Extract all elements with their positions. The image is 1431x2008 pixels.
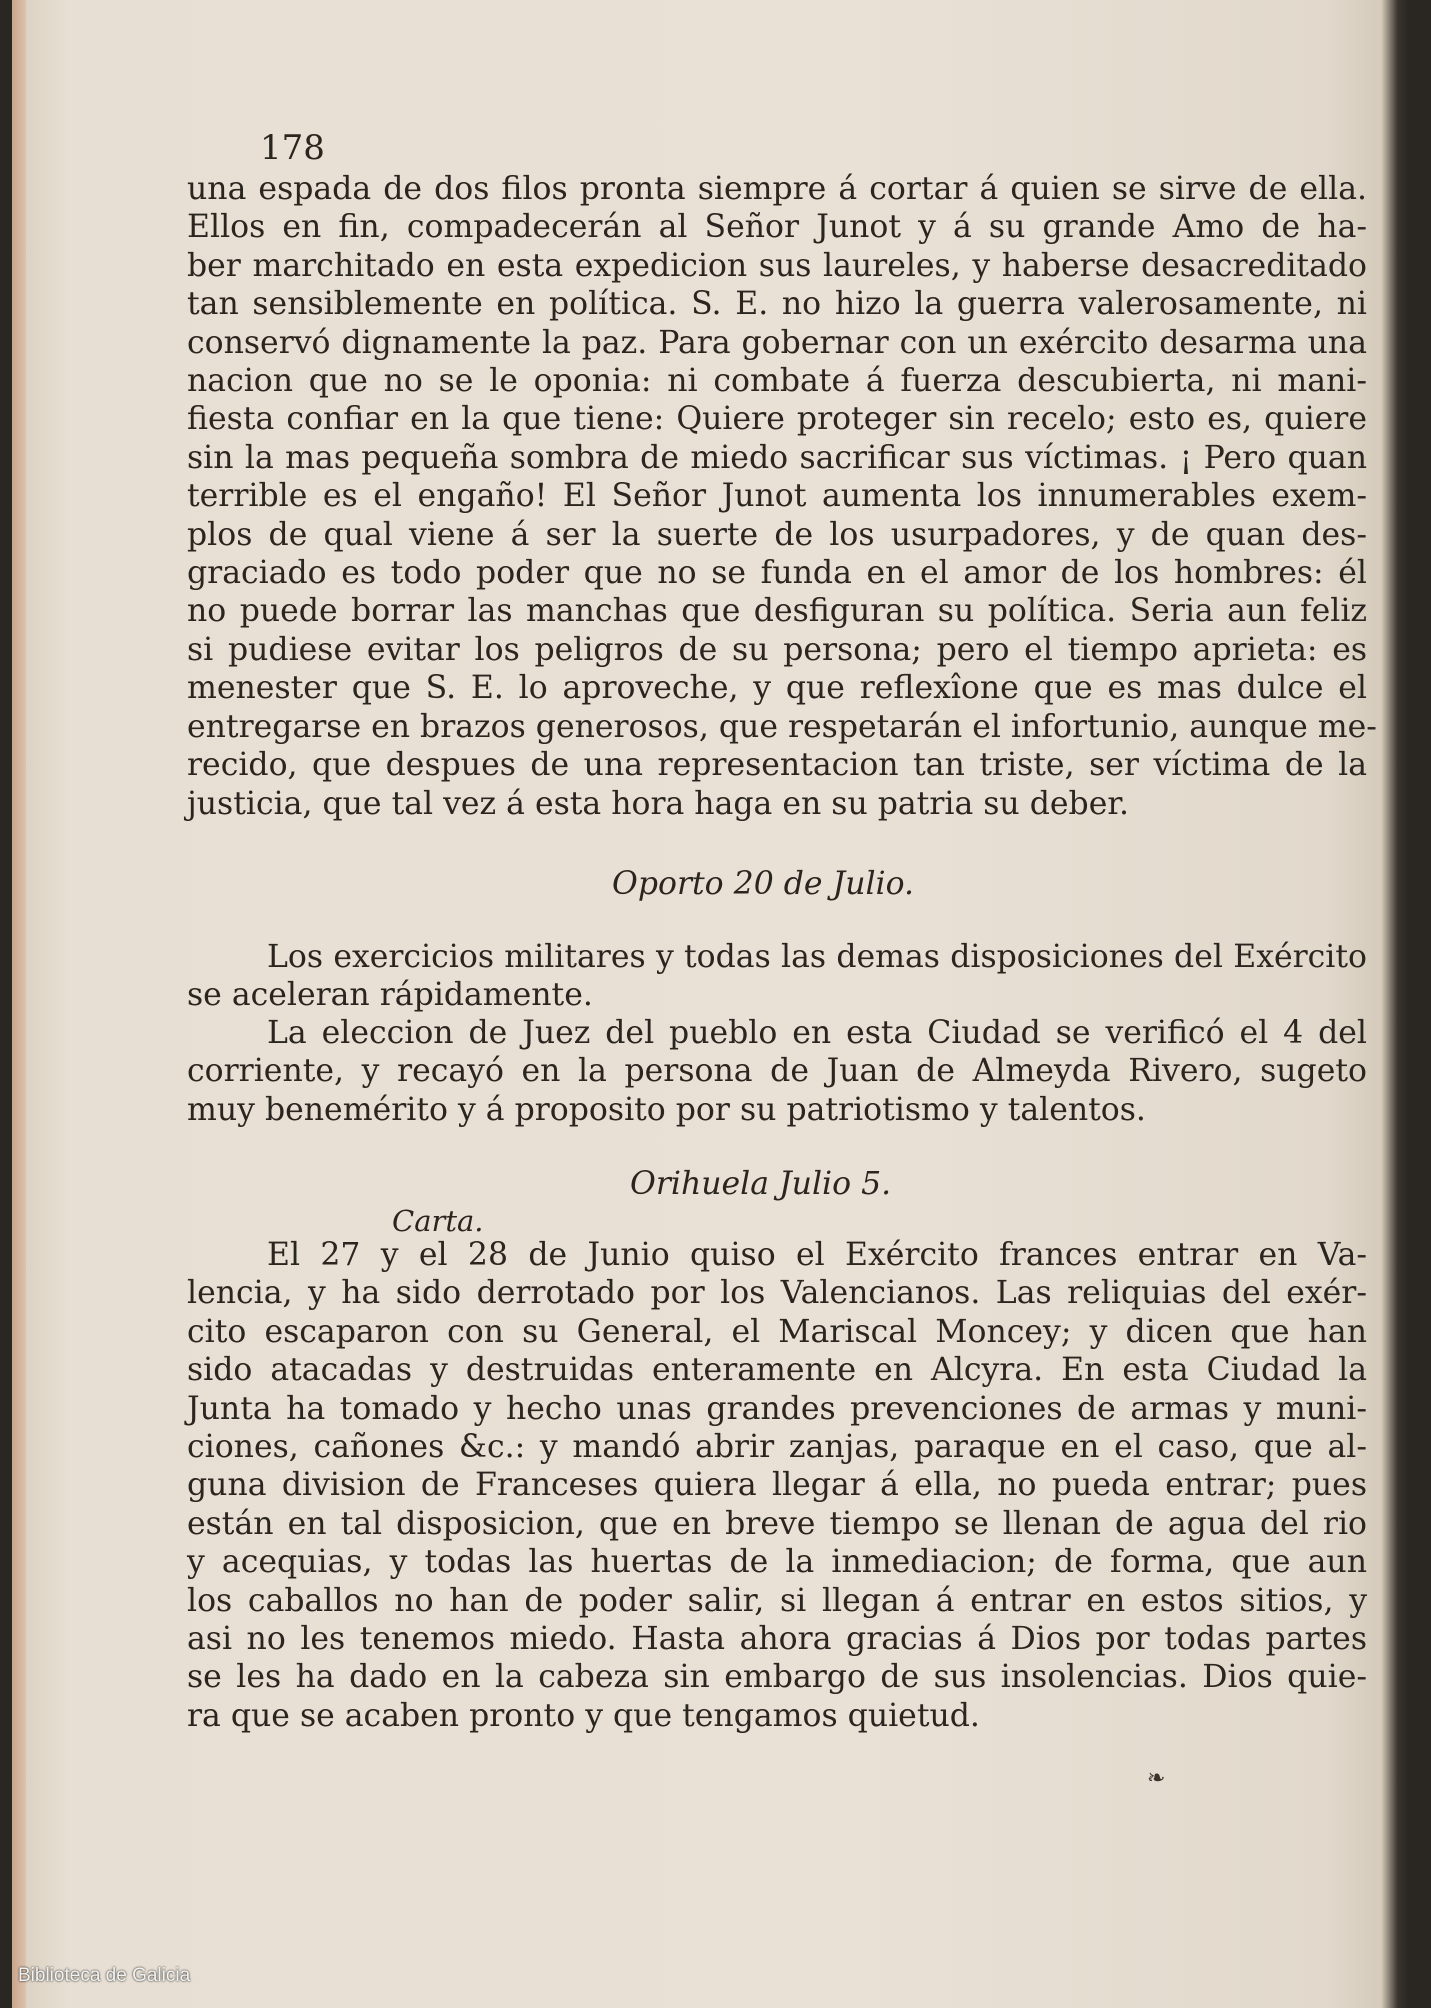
page-edge-shadow — [1382, 0, 1408, 2008]
text-line: El 27 y el 28 de Junio quiso el Exército frances entrar en Va- — [267, 1237, 1367, 1273]
text-line: plos de qual viene á ser la suerte de los usurpadores, y de quan des- — [187, 516, 1367, 553]
page-number: 178 — [260, 128, 325, 168]
text-line: guna division de Franceses quiera llegar á ella, no pueda entrar; pues — [187, 1467, 1367, 1504]
text-line: sido atacadas y destruidas enteramente en Alcyra. En esta Ciudad la — [187, 1352, 1367, 1389]
text-line: Los exercicios militares y todas las demas disposiciones del Exército — [267, 939, 1367, 975]
heading-orihuela: Orihuela Julio 5. — [630, 1166, 892, 1202]
paragraph-orihuela — [187, 1236, 1367, 1735]
text-line: menester que S. E. lo aproveche, y que reflexîone que es mas dulce el — [187, 670, 1367, 707]
text-line: ciones, cañones &c.: y mandó abrir zanjas, paraque en el caso, que al- — [187, 1429, 1367, 1466]
text-line: terrible es el engaño! El Señor Junot aumenta los innumerables exem- — [187, 478, 1367, 515]
text-line: y acequias, y todas las huertas de la inmediacion; de forma, que aun — [187, 1544, 1367, 1581]
text-line: La eleccion de Juez del pueblo en esta Ciudad se verificó el 4 del — [267, 1015, 1367, 1051]
text-line: entregarse en brazos generosos, que respetarán el infortunio, aunque me- — [187, 708, 1377, 745]
text-line: conservó dignamente la paz. Para gobernar con un exército desarma una — [187, 324, 1367, 361]
text-line: fiesta confiar en la que tiene: Quiere proteger sin recelo; esto es, quiere — [187, 401, 1367, 438]
text-line: los caballos no han de poder salir, si llegan á entrar en estos sitios, y — [187, 1582, 1367, 1619]
text-line: graciado es todo poder que no se funda en el amor de los hombres: él — [187, 555, 1367, 592]
ornament-icon: ❧ — [1147, 1766, 1166, 1791]
text-line: se aceleran rápidamente. — [187, 977, 593, 1014]
text-line: justicia, que tal vez á esta hora haga en su patria su deber. — [187, 785, 1129, 822]
text-line: Junta ha tomado y hecho unas grandes prevenciones de armas y muni- — [187, 1390, 1367, 1427]
text-line: asi no les tenemos miedo. Hasta ahora gracias á Dios por todas partes — [187, 1621, 1367, 1658]
text-line: sin la mas pequeña sombra de miedo sacrificar sus víctimas. ¡ Pero quan — [187, 439, 1367, 476]
page-spine — [12, 0, 26, 2008]
paragraph-oporto-2 — [187, 1014, 1367, 1129]
paragraph-continuation — [187, 170, 1377, 823]
text-line: se les ha dado en la cabeza sin embargo de sus insolencias. Dios quie- — [187, 1659, 1367, 1696]
text-line: Ellos en fin, compadecerán al Señor Junot y á su grande Amo de ha- — [187, 209, 1367, 246]
text-line: nacion que no se le oponia: ni combate á fuerza descubierta, ni mani- — [187, 363, 1367, 400]
text-line: ra que se acaben pronto y que tengamos quietud. — [187, 1697, 980, 1734]
paragraph-oporto-1 — [187, 938, 1367, 1015]
text-line: tan sensiblemente en política. S. E. no hizo la guerra valerosamente, ni — [187, 286, 1367, 323]
text-line: una espada de dos filos pronta siempre á cortar á quien se sirve de ella. — [187, 171, 1367, 207]
book-page — [12, 0, 1408, 2008]
text-line: muy benemérito y á proposito por su patriotismo y talentos. — [187, 1091, 1146, 1128]
text-line: ber marchitado en esta expedicion sus laureles, y haberse desacreditado — [187, 247, 1367, 284]
text-line: están en tal disposicion, que en breve tiempo se llenan de agua del rio — [187, 1505, 1367, 1542]
text-line: recido, que despues de una representacion tan triste, ser víctima de la — [187, 747, 1367, 784]
text-line: corriente, y recayó en la persona de Juan de Almeyda Rivero, sugeto — [187, 1053, 1367, 1090]
carta-label: Carta. — [392, 1204, 484, 1238]
library-watermark: Biblioteca de Galicia — [18, 1965, 191, 1986]
text-line: cito escaparon con su General, el Mariscal Moncey; y dicen que han — [187, 1313, 1367, 1350]
text-line: no puede borrar las manchas que desfiguran su política. Seria aun feliz — [187, 593, 1367, 630]
heading-oporto: Oporto 20 de Julio. — [612, 866, 915, 902]
text-line: si pudiese evitar los peligros de su persona; pero el tiempo aprieta: es — [187, 631, 1367, 668]
text-line: lencia, y ha sido derrotado por los Valencianos. Las reliquias del exér- — [187, 1275, 1367, 1312]
